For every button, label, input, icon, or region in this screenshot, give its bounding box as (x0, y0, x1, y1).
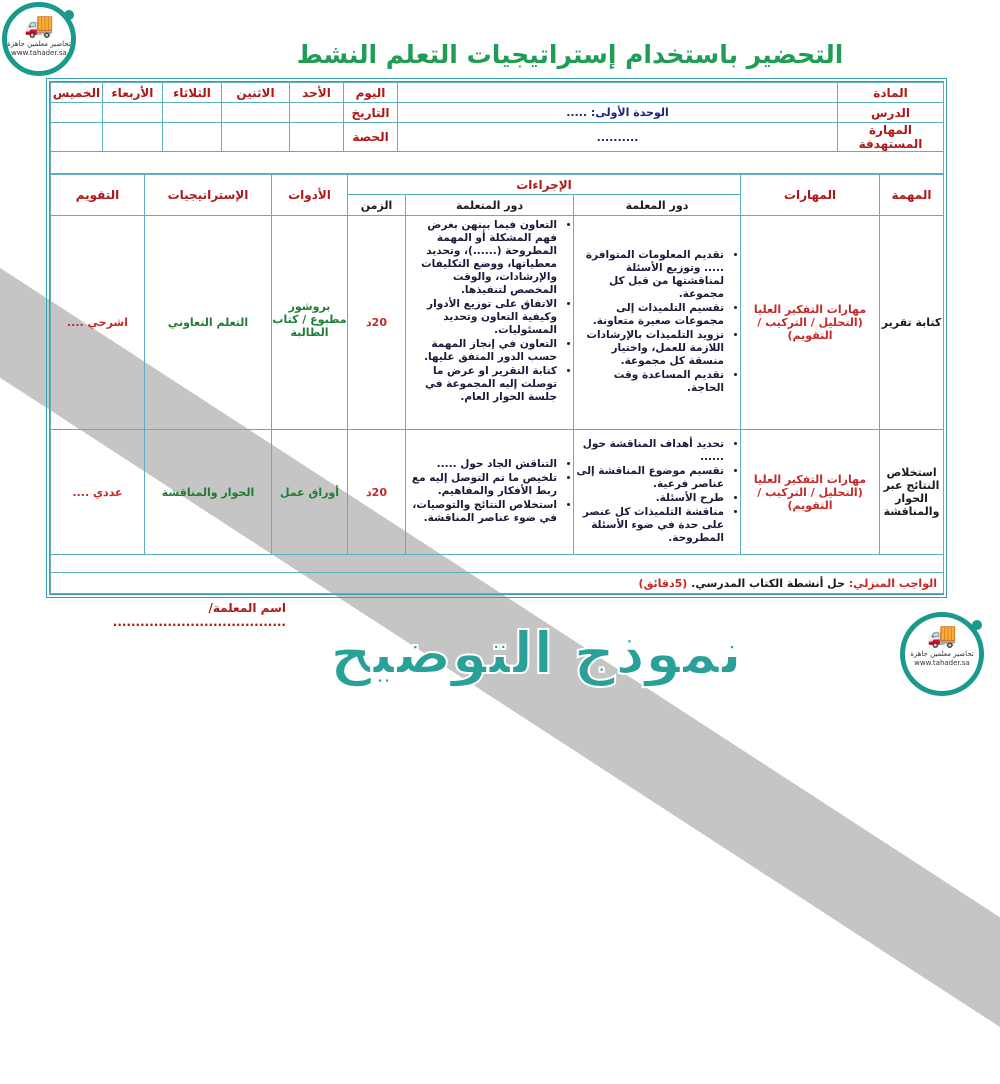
lesson-value[interactable]: الوحدة الأولى: ..... (398, 103, 838, 123)
truck-icon: 🚚 (24, 11, 54, 39)
list-item: • استخلاص النتائج والتوصيات، في ضوء عناصر المناقشة. (408, 499, 557, 525)
header-procedures: الإجراءات (348, 175, 741, 195)
tools-cell: بروشور مطبوع / كتاب الطالبة (272, 216, 348, 430)
skill-value[interactable]: .......... (398, 123, 838, 152)
procedures-table (50, 174, 944, 594)
task-cell: استخلاص النتائج عبر الحوار والمناقشة (880, 430, 944, 555)
task-cell: كتابة تقرير (880, 216, 944, 430)
strategy-cell: الحوار والمناقشة (145, 430, 272, 555)
teacher-name-value[interactable]: ...................................... (112, 615, 286, 629)
date-cell[interactable] (222, 103, 290, 123)
list-item: • الاتفاق على توزيع الأدوار وكيفية التعاون وتحديد المسئوليات. (408, 298, 557, 337)
evaluation-cell: اشرحي .... (51, 216, 145, 430)
list-item: • تحديد أهداف المناقشة حول ...... (576, 438, 724, 464)
logo-text: تحاضير معلمين جاهزة (7, 40, 71, 48)
teacher-role-cell (574, 430, 741, 555)
list-item: • تقسيم التلميذات إلى مجموعات صغيرة متعاونة. (576, 302, 724, 328)
header-tools: الأدوات (272, 175, 348, 216)
watermark-text: نموذج التوضيح (330, 619, 743, 687)
list-item: • كتابة التقرير او عرض ما توصلت إليه المجموعة في جلسة الحوار العام. (408, 365, 557, 404)
header-evaluation: التقويم (51, 175, 145, 216)
lesson-plan-frame (46, 78, 947, 598)
spacer-row (51, 555, 944, 573)
info-table (50, 82, 944, 174)
spacer-row (51, 152, 944, 174)
period-cell[interactable] (222, 123, 290, 152)
header-learner-role: دور المتعلمة (406, 195, 574, 216)
teacher-role-cell (574, 216, 741, 430)
list-item: • مناقشة التلميذات كل عنصر على حدة في ضوء الأسئلة المطروحة. (576, 506, 724, 545)
day-monday: الاثنين (222, 83, 290, 103)
logo-top (2, 2, 76, 76)
homework-duration: (5دقائق) (638, 576, 688, 590)
tools-cell: أوراق عمل (272, 430, 348, 555)
date-cell[interactable] (103, 103, 163, 123)
list-item: • التعاون في إنجاز المهمة حسب الدور المتفق عليها. (408, 338, 557, 364)
list-item: • تزويد التلميذات بالإرشادات اللازمة للعمل، واختيار منسقة كل مجموعة. (576, 329, 724, 368)
learner-role-list (406, 458, 573, 525)
list-item: • تقديم المساعدة وقت الحاجة. (576, 369, 724, 395)
page-title: التحضير باستخدام إستراتيجيات التعلم النشط (296, 40, 844, 69)
period-cell[interactable] (290, 123, 344, 152)
teacher-name-label: اسم المعلمة/ (208, 601, 286, 615)
table-row (51, 430, 944, 555)
subject-label: المادة (838, 83, 944, 103)
header-skills: المهارات (741, 175, 880, 216)
time-cell: 20د (348, 216, 406, 430)
day-wednesday: الأربعاء (103, 83, 163, 103)
teacher-name-line (46, 601, 286, 629)
strategy-cell: التعلم التعاوني (145, 216, 272, 430)
homework-text: حل أنشطة الكتاب المدرسي. (691, 576, 845, 590)
date-cell[interactable] (290, 103, 344, 123)
truck-icon: 🚚 (927, 621, 957, 649)
homework-label: الواجب المنزلي: (848, 576, 938, 590)
table-row (51, 216, 944, 430)
day-thursday: الخميس (51, 83, 103, 103)
day-label: اليوم (344, 83, 398, 103)
skills-cell: مهارات التفكير العليا (التحليل / التركيب / التقويم) (741, 216, 880, 430)
learner-role-cell (406, 216, 574, 430)
list-item: • طرح الأسئلة. (576, 492, 724, 505)
period-cell[interactable] (163, 123, 222, 152)
list-item: • تلخيص ما تم التوصل إليه مع ربط الأفكار والمفاهيم. (408, 472, 557, 498)
period-cell[interactable] (103, 123, 163, 152)
date-cell[interactable] (163, 103, 222, 123)
learner-role-list (406, 219, 573, 404)
teacher-role-list (574, 438, 740, 545)
list-item: • تقسيم موضوع المناقشة إلى عناصر فرعية. (576, 465, 724, 491)
lesson-plan (46, 78, 947, 629)
period-label: الحصة (344, 123, 398, 152)
logo-url: www.tahader.sa (914, 659, 970, 667)
period-cell[interactable] (51, 123, 103, 152)
header-strategies: الإستراتيجيات (145, 175, 272, 216)
date-label: التاريخ (344, 103, 398, 123)
time-cell: 20د (348, 430, 406, 555)
learner-role-cell (406, 430, 574, 555)
skills-cell: مهارات التفكير العليا (التحليل / التركيب / التقويم) (741, 430, 880, 555)
header-task: المهمة (880, 175, 944, 216)
header-teacher-role: دور المعلمة (574, 195, 741, 216)
teacher-role-list (574, 249, 740, 395)
homework-row (51, 573, 944, 594)
list-item: • التناقش الجاد حول ..... (408, 458, 557, 471)
day-tuesday: الثلاثاء (163, 83, 222, 103)
logo-url: www.tahader.sa (11, 49, 67, 57)
lesson-label: الدرس (838, 103, 944, 123)
logo-text: تحاضير معلمين جاهزة (910, 650, 974, 658)
list-item: • تقديم المعلومات المتوافرة ..... وتوزيع الأسئلة لمناقشتها من قبل كل مجموعة. (576, 249, 724, 301)
list-item: • التعاون فيما بينهن بغرض فهم المشكلة أو المهمة المطروحة (......)، وتحديد معطياتها، ووضع التكليفات والإرشادات، والوقت المخصص لتنفيذها. (408, 219, 557, 297)
skill-label: المهارة المستهدفة (838, 123, 944, 152)
subject-value[interactable] (398, 83, 838, 103)
day-sunday: الأحد (290, 83, 344, 103)
evaluation-cell: عددي .... (51, 430, 145, 555)
header-time: الزمن (348, 195, 406, 216)
date-cell[interactable] (51, 103, 103, 123)
